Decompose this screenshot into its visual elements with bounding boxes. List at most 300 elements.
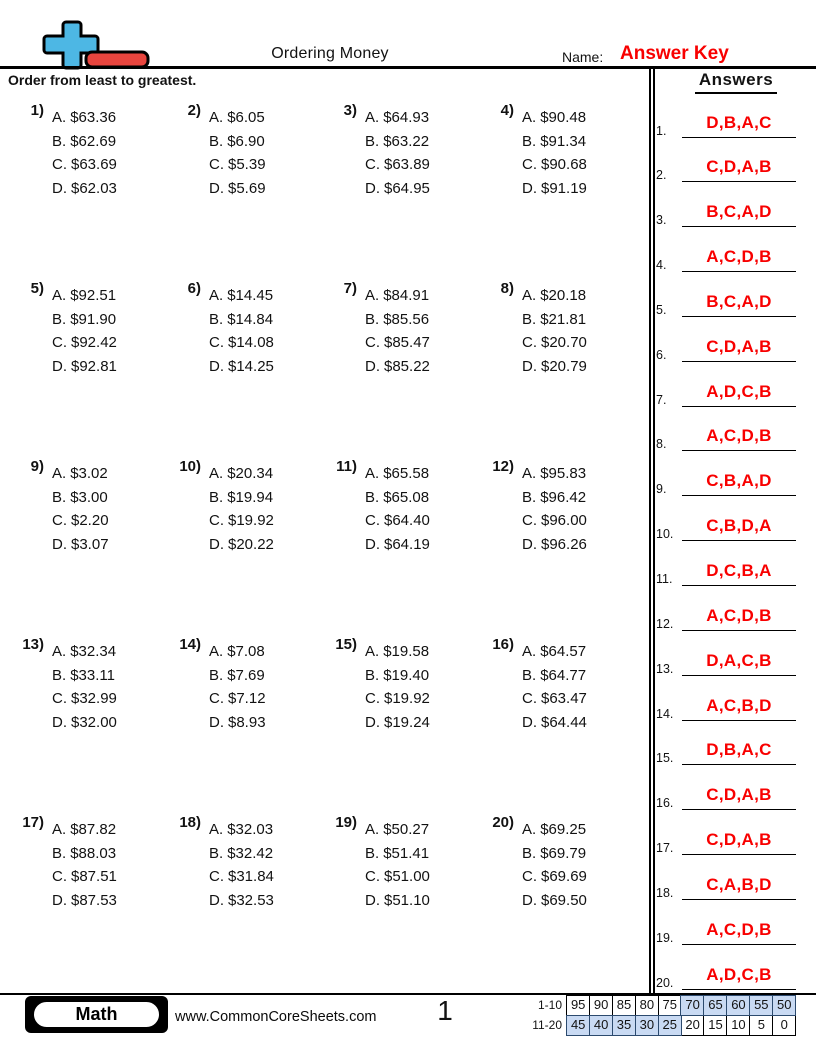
- choice-amount: $32.99: [71, 690, 117, 707]
- answer-value: C,D,A,B: [706, 157, 772, 177]
- answer-underline: [682, 989, 796, 990]
- answer-value: A,C,D,B: [706, 919, 772, 939]
- choice-label: D.: [52, 535, 67, 553]
- answer-value: C,D,A,B: [706, 785, 772, 805]
- choice: [365, 331, 430, 355]
- answer-row-11: [656, 556, 802, 586]
- answer-number: 8.: [656, 437, 667, 452]
- answer-row-18: [656, 870, 802, 900]
- answer-number: 20.: [656, 975, 674, 990]
- choice-amount: $7.08: [227, 643, 265, 660]
- choice: [522, 818, 587, 842]
- score-cell: 75: [658, 995, 682, 1016]
- choice-amount: $3.00: [70, 488, 108, 506]
- answer-underline: [682, 361, 796, 362]
- choice-amount: $62.69: [70, 132, 117, 150]
- choice-amount: $91.90: [70, 310, 117, 328]
- choice-amount: $32.03: [227, 821, 274, 838]
- score-cell: 85: [612, 995, 636, 1016]
- choice: [209, 177, 266, 201]
- problem-8: [478, 280, 587, 378]
- answer-value: D,A,C,B: [706, 650, 772, 670]
- choice: [365, 177, 430, 201]
- choice-list: [52, 462, 109, 556]
- score-cell: 55: [749, 995, 773, 1016]
- choice-amount: $20.70: [541, 334, 587, 351]
- choice-amount: $85.47: [384, 334, 430, 351]
- answer-number: 12.: [656, 616, 674, 631]
- choice-label: D.: [209, 891, 224, 909]
- choice: [209, 818, 274, 842]
- choice-list: [52, 640, 117, 734]
- score-row-2: [527, 1015, 796, 1036]
- choice: [52, 130, 117, 154]
- choice: [365, 865, 430, 889]
- choice-amount: $64.57: [540, 643, 587, 660]
- choice-amount: $50.27: [383, 821, 430, 838]
- choice-amount: $19.24: [384, 713, 430, 731]
- choice-label: B.: [52, 310, 67, 328]
- choice: [52, 818, 117, 842]
- choice-amount: $3.02: [70, 465, 108, 482]
- choice-label: B.: [365, 844, 380, 862]
- choice-amount: $96.42: [540, 488, 587, 506]
- choice-label: D.: [522, 179, 537, 197]
- answer-value: D,B,A,C: [706, 740, 772, 760]
- problem-3: [321, 102, 430, 200]
- problem-9: [8, 458, 109, 556]
- problem-16: [478, 636, 587, 734]
- choice-amount: $63.89: [384, 156, 430, 173]
- choice: [52, 462, 109, 486]
- score-cell: 15: [703, 1015, 727, 1036]
- choice: [209, 889, 274, 913]
- choice: [209, 687, 266, 711]
- choice-label: B.: [52, 666, 67, 684]
- choice-amount: $63.47: [541, 690, 587, 707]
- answer-value: C,B,A,D: [706, 471, 772, 491]
- choice-label: D.: [522, 357, 537, 375]
- answer-row-5: [656, 287, 802, 317]
- choice-amount: $90.48: [540, 109, 587, 126]
- score-cell: 45: [566, 1015, 590, 1036]
- choice: [522, 284, 587, 308]
- choice-amount: $7.12: [228, 690, 266, 707]
- choice-label: A.: [365, 643, 380, 660]
- choice-list: [52, 818, 117, 912]
- choice-amount: $92.81: [71, 357, 117, 375]
- choice-amount: $62.03: [71, 179, 117, 197]
- answer-row-15: [656, 735, 802, 765]
- answer-number: 14.: [656, 706, 674, 721]
- choice: [365, 462, 430, 486]
- problem-13: [8, 636, 117, 734]
- answer-row-14: [656, 691, 802, 721]
- problem-14: [165, 636, 266, 734]
- answer-row-8: [656, 421, 802, 451]
- choice-amount: $32.00: [71, 713, 117, 731]
- choice-label: C.: [522, 334, 537, 351]
- score-cell: 50: [772, 995, 796, 1016]
- answer-underline: [682, 630, 796, 631]
- choice-list: [365, 284, 430, 378]
- choice-label: A.: [52, 643, 67, 660]
- answer-value: B,C,A,D: [706, 291, 772, 311]
- choice-amount: $21.81: [540, 310, 587, 328]
- answer-row-1: [656, 108, 802, 138]
- problem-number: 15): [335, 636, 357, 653]
- score-cell: 40: [589, 1015, 613, 1036]
- answer-value: A,D,C,B: [706, 964, 772, 984]
- answer-number: 5.: [656, 302, 667, 317]
- website-text: www.CommonCoreSheets.com: [175, 1009, 377, 1025]
- answer-number: 17.: [656, 841, 674, 856]
- page-number: 1: [437, 995, 453, 1026]
- problem-number: 12): [492, 458, 514, 475]
- choice: [209, 355, 274, 379]
- choice-amount: $87.53: [71, 891, 117, 909]
- choice-amount: $6.90: [227, 132, 265, 150]
- choice: [365, 509, 430, 533]
- choice-list: [209, 462, 274, 556]
- problem-number: 8): [500, 280, 514, 297]
- choice: [522, 640, 587, 664]
- choice: [365, 153, 430, 177]
- choice: [365, 687, 430, 711]
- choice-label: C.: [522, 156, 537, 173]
- problem-number: 13): [22, 636, 44, 653]
- choice-label: B.: [52, 488, 67, 506]
- choice-label: A.: [52, 109, 67, 126]
- choice: [209, 130, 266, 154]
- answer-underline: [682, 899, 796, 900]
- choice-list: [209, 284, 274, 378]
- choice-label: B.: [365, 666, 380, 684]
- choice-amount: $69.79: [540, 844, 587, 862]
- choice-amount: $63.36: [70, 109, 117, 126]
- answer-row-10: [656, 511, 802, 541]
- answer-underline: [682, 226, 796, 227]
- choice-label: B.: [52, 132, 67, 150]
- answer-row-19: [656, 915, 802, 945]
- choice: [522, 308, 587, 332]
- problem-18: [165, 814, 274, 912]
- choice: [365, 106, 430, 130]
- choice: [209, 533, 274, 557]
- choice-label: B.: [209, 666, 224, 684]
- page-title: Ordering Money: [271, 45, 389, 62]
- choice-label: A.: [522, 465, 537, 482]
- score-cell: 70: [680, 995, 704, 1016]
- choice: [209, 640, 266, 664]
- choice-list: [209, 818, 274, 912]
- choice-label: D.: [52, 179, 67, 197]
- choice: [52, 106, 117, 130]
- choice-amount: $3.07: [71, 535, 109, 553]
- choice-amount: $87.51: [71, 868, 117, 885]
- choice: [522, 889, 587, 913]
- choice-amount: $2.20: [71, 512, 109, 529]
- choice-amount: $51.00: [384, 868, 430, 885]
- choice-amount: $19.92: [228, 512, 274, 529]
- choice: [365, 711, 430, 735]
- choice-list: [365, 106, 430, 200]
- choice-label: A.: [365, 465, 380, 482]
- choice: [365, 664, 430, 688]
- choice-label: B.: [522, 666, 537, 684]
- choice-label: B.: [522, 488, 537, 506]
- answer-number: 6.: [656, 347, 667, 362]
- choice-amount: $96.26: [541, 535, 587, 553]
- answer-row-13: [656, 646, 802, 676]
- problem-number: 9): [30, 458, 44, 475]
- problem-5: [8, 280, 117, 378]
- choice-label: A.: [209, 287, 224, 304]
- instruction-text: Order from least to greatest.: [8, 72, 197, 88]
- answer-row-20: [656, 960, 802, 990]
- answer-value: A,C,D,B: [706, 247, 772, 267]
- score-cell: 80: [635, 995, 659, 1016]
- choice-list: [522, 284, 587, 378]
- choice: [209, 842, 274, 866]
- answer-row-2: [656, 152, 802, 182]
- choice-amount: $69.25: [540, 821, 587, 838]
- answer-underline: [682, 764, 796, 765]
- choice-label: A.: [522, 109, 537, 126]
- score-cell: 30: [635, 1015, 659, 1036]
- score-table: [527, 995, 796, 1036]
- choice-amount: $8.93: [228, 713, 266, 731]
- answer-row-7: [656, 377, 802, 407]
- choice: [365, 818, 430, 842]
- problem-number: 6): [187, 280, 201, 297]
- choice: [522, 355, 587, 379]
- choice-label: D.: [365, 891, 380, 909]
- choice-amount: $91.34: [540, 132, 587, 150]
- subject-badge: [25, 996, 168, 1033]
- choice-amount: $19.58: [383, 643, 430, 660]
- answer-row-4: [656, 242, 802, 272]
- choice-label: A.: [52, 465, 67, 482]
- choice-amount: $19.94: [227, 488, 274, 506]
- problem-number: 20): [492, 814, 514, 831]
- choice: [522, 842, 587, 866]
- answer-number: 16.: [656, 796, 674, 811]
- choice-label: C.: [365, 334, 380, 351]
- problem-20: [478, 814, 587, 912]
- choice: [522, 331, 587, 355]
- choice-label: A.: [522, 821, 537, 838]
- answer-row-12: [656, 601, 802, 631]
- choice-list: [522, 462, 587, 556]
- choice-label: C.: [365, 690, 380, 707]
- choice-amount: $91.19: [541, 179, 587, 197]
- choice-amount: $65.58: [383, 465, 430, 482]
- score-cell: 0: [772, 1015, 796, 1036]
- choice: [522, 486, 587, 510]
- choice-amount: $64.19: [384, 535, 430, 553]
- answer-underline: [682, 495, 796, 496]
- answer-underline: [682, 675, 796, 676]
- choice-label: D.: [209, 179, 224, 197]
- choice: [522, 130, 587, 154]
- answers-title: Answers: [656, 70, 816, 94]
- choice-list: [365, 640, 430, 734]
- choice-label: C.: [52, 334, 67, 351]
- choice-list: [522, 106, 587, 200]
- choice-amount: $14.08: [228, 334, 274, 351]
- choice: [522, 153, 587, 177]
- answer-value: A,C,B,D: [706, 695, 772, 715]
- choice: [365, 308, 430, 332]
- answer-underline: [682, 944, 796, 945]
- choice-amount: $85.56: [383, 310, 430, 328]
- problem-10: [165, 458, 274, 556]
- problem-6: [165, 280, 274, 378]
- choice-list: [522, 640, 587, 734]
- choice-list: [365, 818, 430, 912]
- choice-label: B.: [52, 844, 67, 862]
- problem-number: 10): [179, 458, 201, 475]
- choice-amount: $88.03: [70, 844, 117, 862]
- choice-label: A.: [522, 643, 537, 660]
- choice-list: [522, 818, 587, 912]
- problem-11: [321, 458, 430, 556]
- choice-label: C.: [52, 690, 67, 707]
- answer-number: 13.: [656, 661, 674, 676]
- answer-underline: [682, 585, 796, 586]
- choice-amount: $6.05: [227, 109, 265, 126]
- problem-number: 14): [179, 636, 201, 653]
- choice-label: B.: [209, 132, 224, 150]
- problem-number: 1): [30, 102, 44, 119]
- problem-15: [321, 636, 430, 734]
- choice-amount: $84.91: [383, 287, 430, 304]
- choice: [52, 711, 117, 735]
- choice-label: C.: [209, 690, 224, 707]
- choice-label: B.: [522, 132, 537, 150]
- score-cell: 65: [703, 995, 727, 1016]
- choice: [365, 284, 430, 308]
- answer-value: B,C,A,D: [706, 202, 772, 222]
- choice: [365, 889, 430, 913]
- answer-underline: [682, 809, 796, 810]
- choice-amount: $14.45: [227, 287, 274, 304]
- choice-label: A.: [522, 287, 537, 304]
- answer-underline: [682, 540, 796, 541]
- choice-amount: $19.40: [383, 666, 430, 684]
- choice: [522, 106, 587, 130]
- choice: [52, 842, 117, 866]
- choice-amount: $64.93: [383, 109, 430, 126]
- choice-label: B.: [365, 310, 380, 328]
- choice-amount: $64.40: [384, 512, 430, 529]
- choice-label: D.: [365, 357, 380, 375]
- choice: [522, 462, 587, 486]
- choice-amount: $31.84: [228, 868, 274, 885]
- problem-number: 11): [336, 458, 357, 475]
- score-cell: 60: [726, 995, 750, 1016]
- score-cell: 35: [612, 1015, 636, 1036]
- answer-number: 9.: [656, 482, 667, 497]
- choice-label: C.: [209, 156, 224, 173]
- choice: [52, 687, 117, 711]
- choice: [52, 331, 117, 355]
- choice-list: [209, 106, 266, 200]
- choice-amount: $96.00: [541, 512, 587, 529]
- choice-label: B.: [209, 844, 224, 862]
- choice-label: C.: [365, 156, 380, 173]
- choice-amount: $5.69: [228, 179, 266, 197]
- problem-12: [478, 458, 587, 556]
- choice-label: C.: [209, 868, 224, 885]
- choice-label: D.: [52, 357, 67, 375]
- choice: [522, 711, 587, 735]
- choice: [365, 842, 430, 866]
- choice-label: C.: [522, 868, 537, 885]
- problem-1: [8, 102, 117, 200]
- choice-amount: $20.79: [541, 357, 587, 375]
- choice: [522, 865, 587, 889]
- score-range-label: 1-10: [537, 998, 562, 1012]
- choice: [52, 640, 117, 664]
- choice-label: C.: [365, 868, 380, 885]
- problem-4: [478, 102, 587, 200]
- choice-amount: $51.10: [384, 891, 430, 909]
- choice-amount: $51.41: [383, 844, 430, 862]
- problem-number: 16): [492, 636, 514, 653]
- choice-label: D.: [52, 713, 67, 731]
- choice: [52, 889, 117, 913]
- choice: [209, 106, 266, 130]
- choice-amount: $69.50: [541, 891, 587, 909]
- choice-label: A.: [365, 821, 380, 838]
- choice: [52, 153, 117, 177]
- choice-label: D.: [52, 891, 67, 909]
- answer-number: 2.: [656, 168, 667, 183]
- problem-19: [321, 814, 430, 912]
- choice-list: [209, 640, 266, 734]
- choice-label: A.: [209, 109, 224, 126]
- answer-number: 1.: [656, 123, 667, 138]
- choice-label: A.: [52, 821, 67, 838]
- choice-amount: $92.51: [70, 287, 117, 304]
- choice-label: A.: [209, 643, 224, 660]
- choice-label: B.: [522, 310, 537, 328]
- choice-label: D.: [365, 535, 380, 553]
- choice: [365, 640, 430, 664]
- choice: [52, 177, 117, 201]
- choice-amount: $19.92: [384, 690, 430, 707]
- choice: [365, 486, 430, 510]
- choice-amount: $95.83: [540, 465, 587, 482]
- choice: [209, 865, 274, 889]
- problem-number: 18): [179, 814, 201, 831]
- subject-badge-label: Math: [32, 1000, 161, 1029]
- choice: [209, 331, 274, 355]
- answer-number: 3.: [656, 213, 667, 228]
- answer-number: 10.: [656, 527, 674, 542]
- choice: [209, 153, 266, 177]
- choice-label: C.: [209, 512, 224, 529]
- choice-label: A.: [365, 287, 380, 304]
- choice-label: D.: [209, 535, 224, 553]
- choice-list: [52, 106, 117, 200]
- answer-underline: [682, 406, 796, 407]
- choice-label: C.: [52, 512, 67, 529]
- choice-label: D.: [522, 535, 537, 553]
- choice: [209, 509, 274, 533]
